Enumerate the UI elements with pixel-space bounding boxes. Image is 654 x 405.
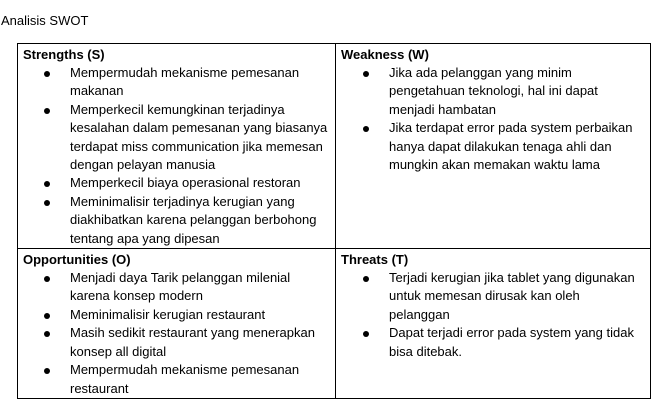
strengths-item (23, 174, 329, 192)
strengths-item-text: Memperkecil biaya operasional restoran (70, 175, 301, 191)
weakness-item-text: Jika ada pelanggan yang minim pengetahuan teknologi, hal ini dapat menjadi hambatan (389, 65, 598, 117)
strengths-list (23, 64, 329, 248)
threats-item-text: Dapat terjadi error pada system yang tidak bisa ditebak. (389, 325, 634, 359)
bullet-icon (363, 126, 369, 132)
strengths-item-text: Meminimalisir terjadinya kerugian yang diakhibatkan karena pelanggan berbohong tentang apa yang dipesan (70, 193, 317, 246)
bullet-icon (44, 313, 50, 319)
opportunities-item-text: Mempermudah mekanisme pemesanan restaurant (70, 362, 300, 396)
threats-item (341, 324, 644, 361)
weakness-cell (336, 44, 651, 249)
weakness-item-text: Jika terdapat error pada system perbaikan hanya dapat dilakukan tenaga ahli dan mungkin akan memakan waktu lama (389, 120, 633, 173)
bullet-icon (363, 71, 369, 77)
opportunities-item (23, 361, 329, 398)
bullet-icon (44, 108, 50, 114)
document-title: Analisis SWOT (1, 13, 89, 28)
opportunities-heading: Opportunities (O) (23, 252, 131, 268)
threats-item-text: Terjadi kerugian jika tablet yang digunakan untuk memesan dirusak kan oleh pelanggan (389, 270, 635, 322)
strengths-item (23, 193, 329, 248)
weakness-item (341, 119, 644, 174)
weakness-item (341, 64, 644, 119)
bullet-icon (44, 181, 50, 187)
opportunities-item (23, 324, 329, 361)
opportunities-item-text: Meminimalisir kerugian restaurant (70, 306, 266, 322)
threats-list (341, 269, 644, 361)
opportunities-item-text: Menjadi daya Tarik pelanggan milenial karena konsep modern (70, 270, 291, 304)
swot-row-bottom (18, 249, 651, 399)
bullet-icon (44, 71, 50, 77)
strengths-item-text: Memperkecil kemungkinan terjadinya kesalahan dalam pemesanan yang biasanya terdapat miss communication jika memesan dengan pelayan manusia (70, 101, 328, 173)
threats-heading: Threats (T) (341, 252, 409, 268)
opportunities-cell (18, 249, 336, 399)
swot-row-top (18, 44, 651, 249)
weakness-list (341, 64, 644, 174)
threats-item (341, 269, 644, 324)
strengths-item-text: Mempermudah mekanisme pemesanan makanan (70, 65, 300, 99)
strengths-item (23, 101, 329, 175)
strengths-cell (18, 44, 336, 249)
opportunities-item (23, 269, 329, 306)
bullet-icon (363, 331, 369, 337)
opportunities-list (23, 269, 329, 398)
bullet-icon (44, 331, 50, 337)
strengths-heading: Strengths (S) (23, 47, 105, 62)
opportunities-item (23, 306, 329, 324)
opportunities-item-text: Masih sedikit restaurant yang menerapkan konsep all digital (70, 325, 315, 359)
bullet-icon (44, 368, 50, 374)
bullet-icon (44, 200, 50, 206)
strengths-item (23, 64, 329, 101)
weakness-heading: Weakness (W) (341, 47, 429, 62)
threats-cell (336, 249, 651, 399)
bullet-icon (363, 276, 369, 282)
swot-table (17, 43, 651, 399)
bullet-icon (44, 276, 50, 282)
